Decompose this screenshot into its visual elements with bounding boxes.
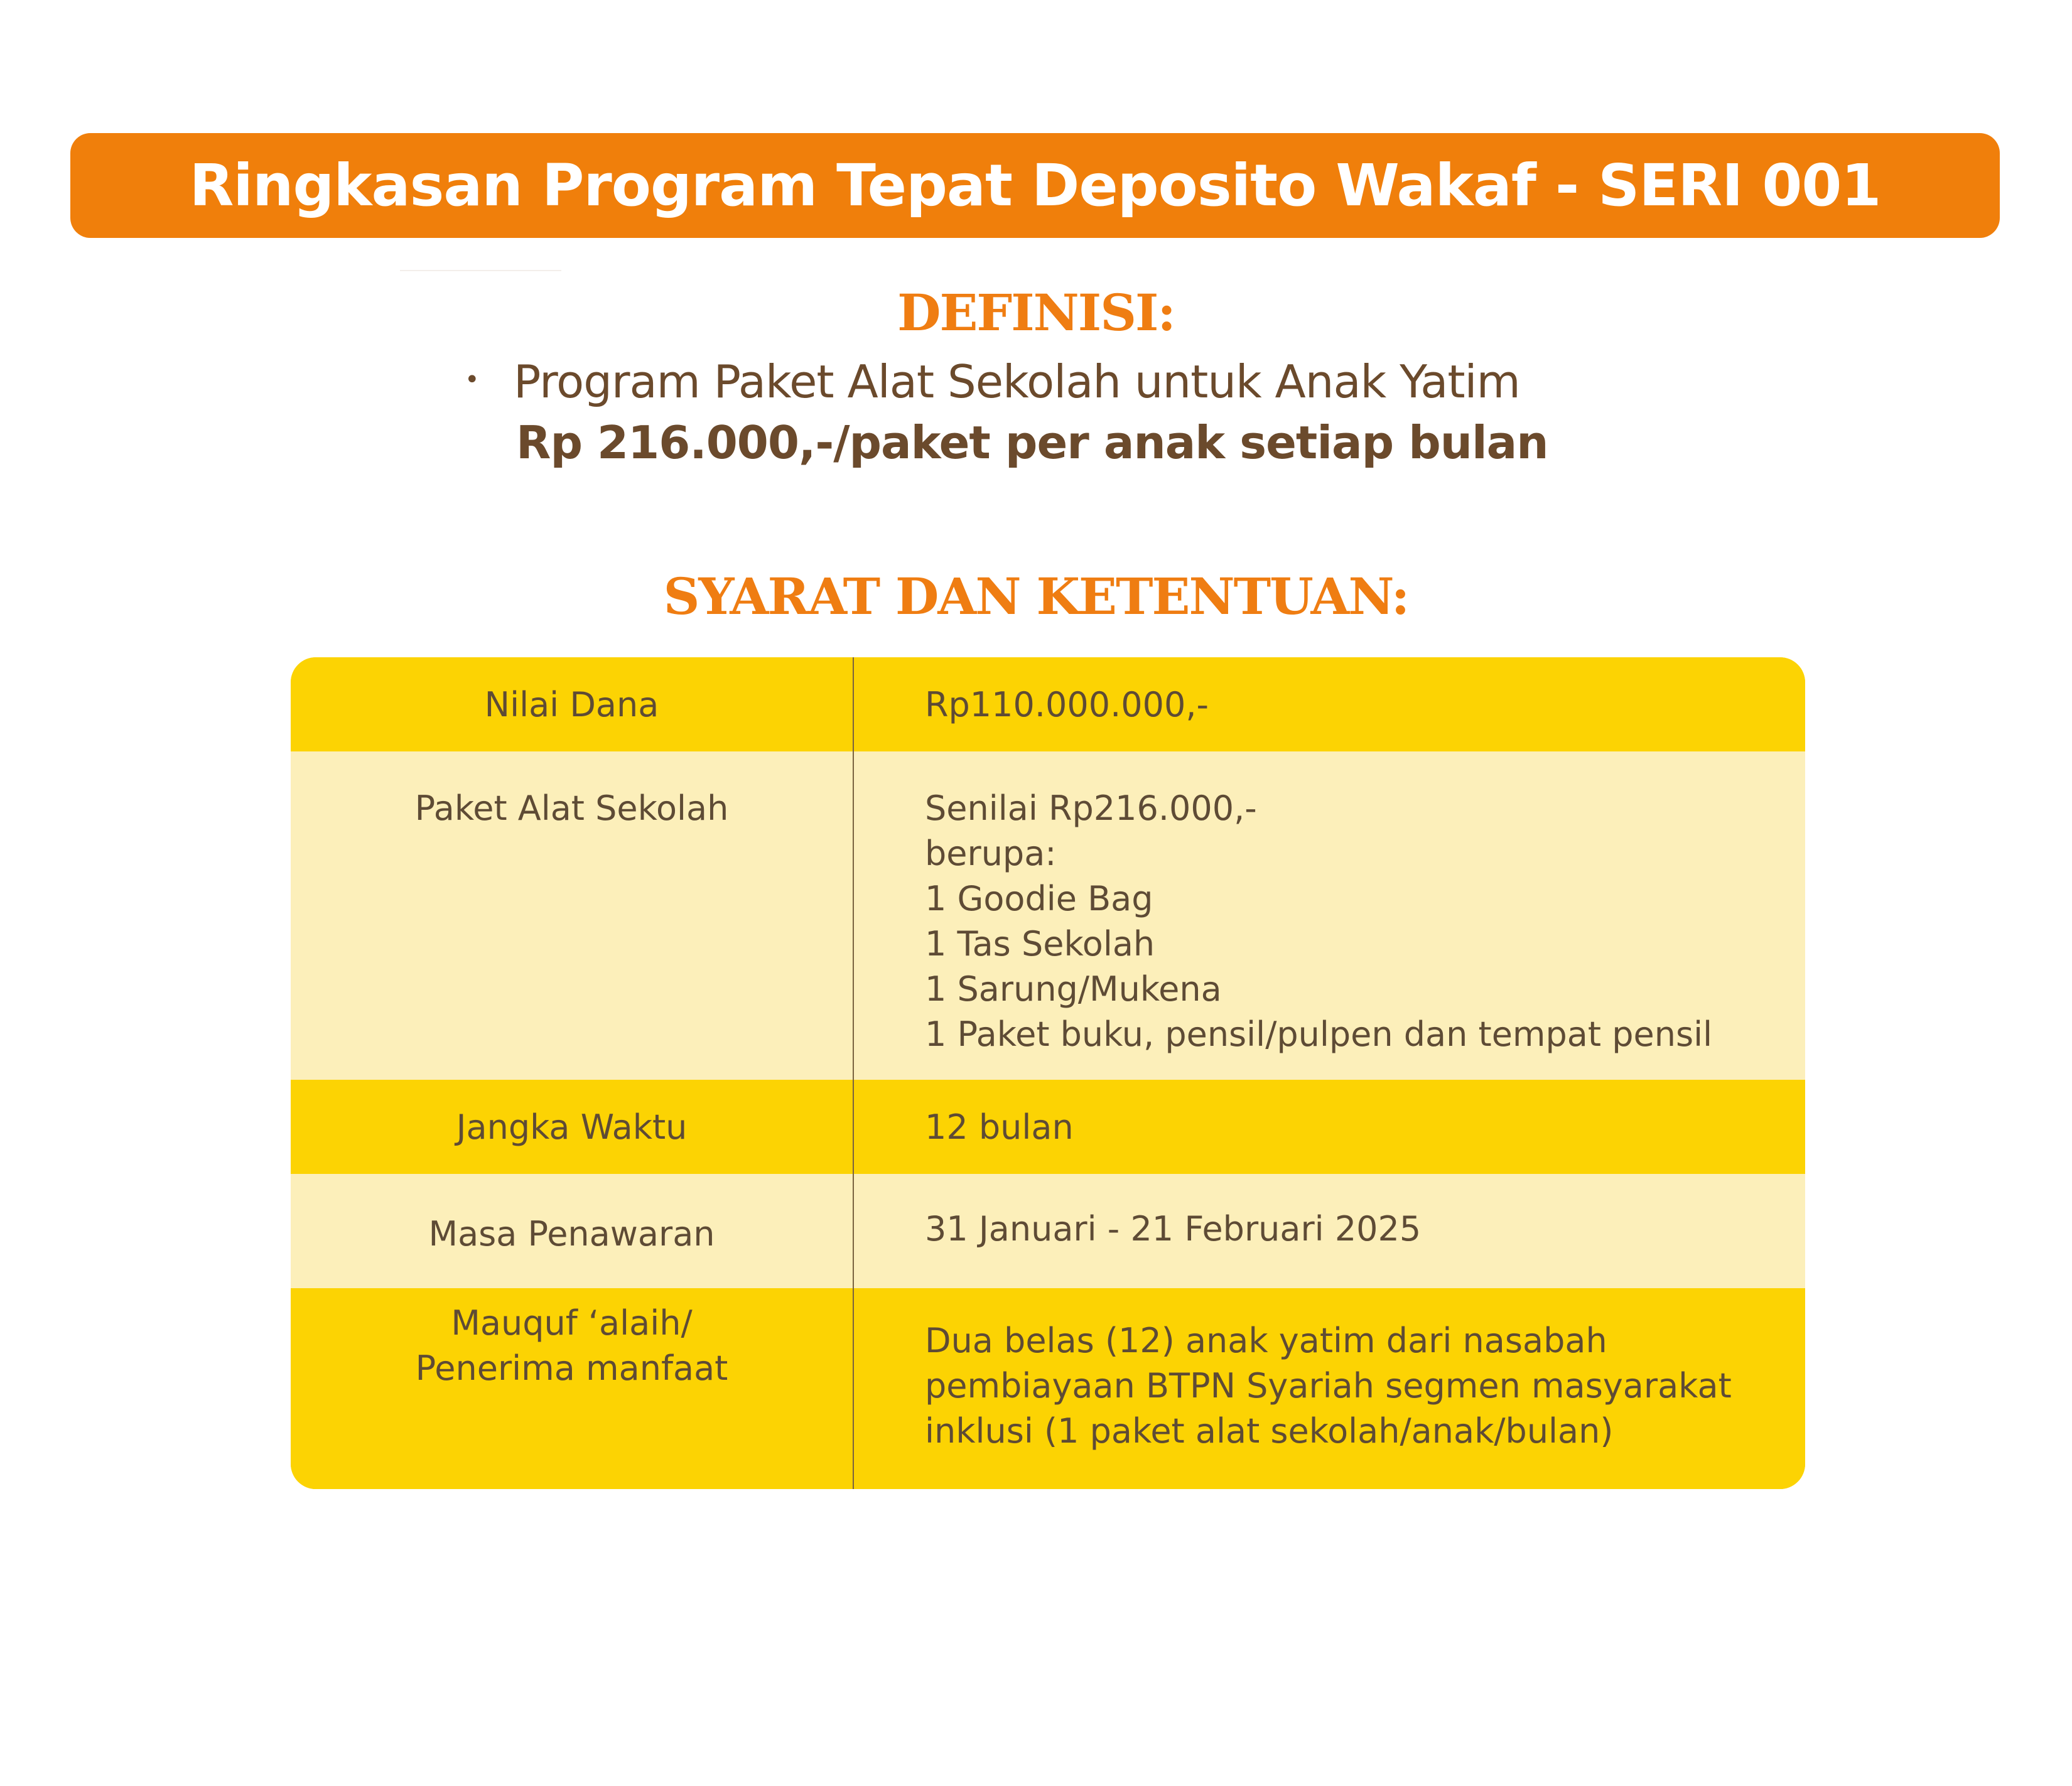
page-title: Ringkasan Program Tepat Deposito Wakaf - SERI 001: [189, 152, 1881, 219]
title-banner: [70, 133, 2000, 238]
row-value-line: 12 bulan: [925, 1107, 1074, 1147]
row-value: [925, 1105, 1791, 1150]
table-row: [291, 1174, 1805, 1288]
row-value-line: berupa:: [925, 834, 1057, 873]
row-label: [291, 1212, 853, 1257]
table-row: [291, 751, 1805, 1080]
row-value-line: Rp110.000.000,-: [925, 685, 1209, 724]
row-label-line: Paket Alat Sekolah: [414, 788, 729, 828]
terms-heading: SYARAT DAN KETENTUAN:: [663, 567, 1409, 626]
row-value-line: Dua belas (12) anak yatim dari nasabah: [925, 1321, 1607, 1360]
row-value: [925, 682, 1791, 728]
definition-heading: DEFINISI:: [897, 283, 1175, 342]
row-label-line: Mauquf ‘alaih/: [451, 1303, 693, 1343]
bullet-icon: •: [465, 365, 480, 394]
row-value: [925, 1318, 1791, 1454]
terms-table: [291, 657, 1805, 1489]
row-label: [291, 1301, 853, 1391]
row-value: [925, 1207, 1791, 1252]
row-value-line: pembiayaan BTPN Syariah segmen masyarakat: [925, 1366, 1732, 1406]
row-label-line: Nilai Dana: [484, 685, 659, 724]
row-label: [291, 682, 853, 728]
row-value-line: 1 Sarung/Mukena: [925, 969, 1222, 1009]
row-value-line: 1 Tas Sekolah: [925, 924, 1155, 964]
row-value: [925, 786, 1791, 1057]
program-price: Rp 216.000,-/paket per anak setiap bulan: [516, 416, 1548, 469]
row-value-line: Senilai Rp216.000,-: [925, 788, 1257, 828]
row-value-line: 1 Paket buku, pensil/pulpen dan tempat pensil: [925, 1014, 1713, 1054]
column-divider: [853, 657, 854, 1489]
row-value-line: 1 Goodie Bag: [925, 879, 1153, 918]
table-row: [291, 657, 1805, 751]
row-label-line: Penerima manfaat: [415, 1348, 728, 1388]
table-row: [291, 1288, 1805, 1489]
program-name: Program Paket Alat Sekolah untuk Anak Yatim: [514, 355, 1520, 408]
table-row: [291, 1080, 1805, 1174]
row-value-line: 31 Januari - 21 Februari 2025: [925, 1209, 1422, 1249]
row-label: [291, 786, 853, 831]
divider: [400, 270, 561, 271]
row-label-line: Masa Penawaran: [428, 1214, 715, 1254]
row-label-line: Jangka Waktu: [456, 1107, 688, 1147]
row-value-line: inklusi (1 paket alat sekolah/anak/bulan): [925, 1411, 1614, 1451]
row-label: [291, 1105, 853, 1150]
